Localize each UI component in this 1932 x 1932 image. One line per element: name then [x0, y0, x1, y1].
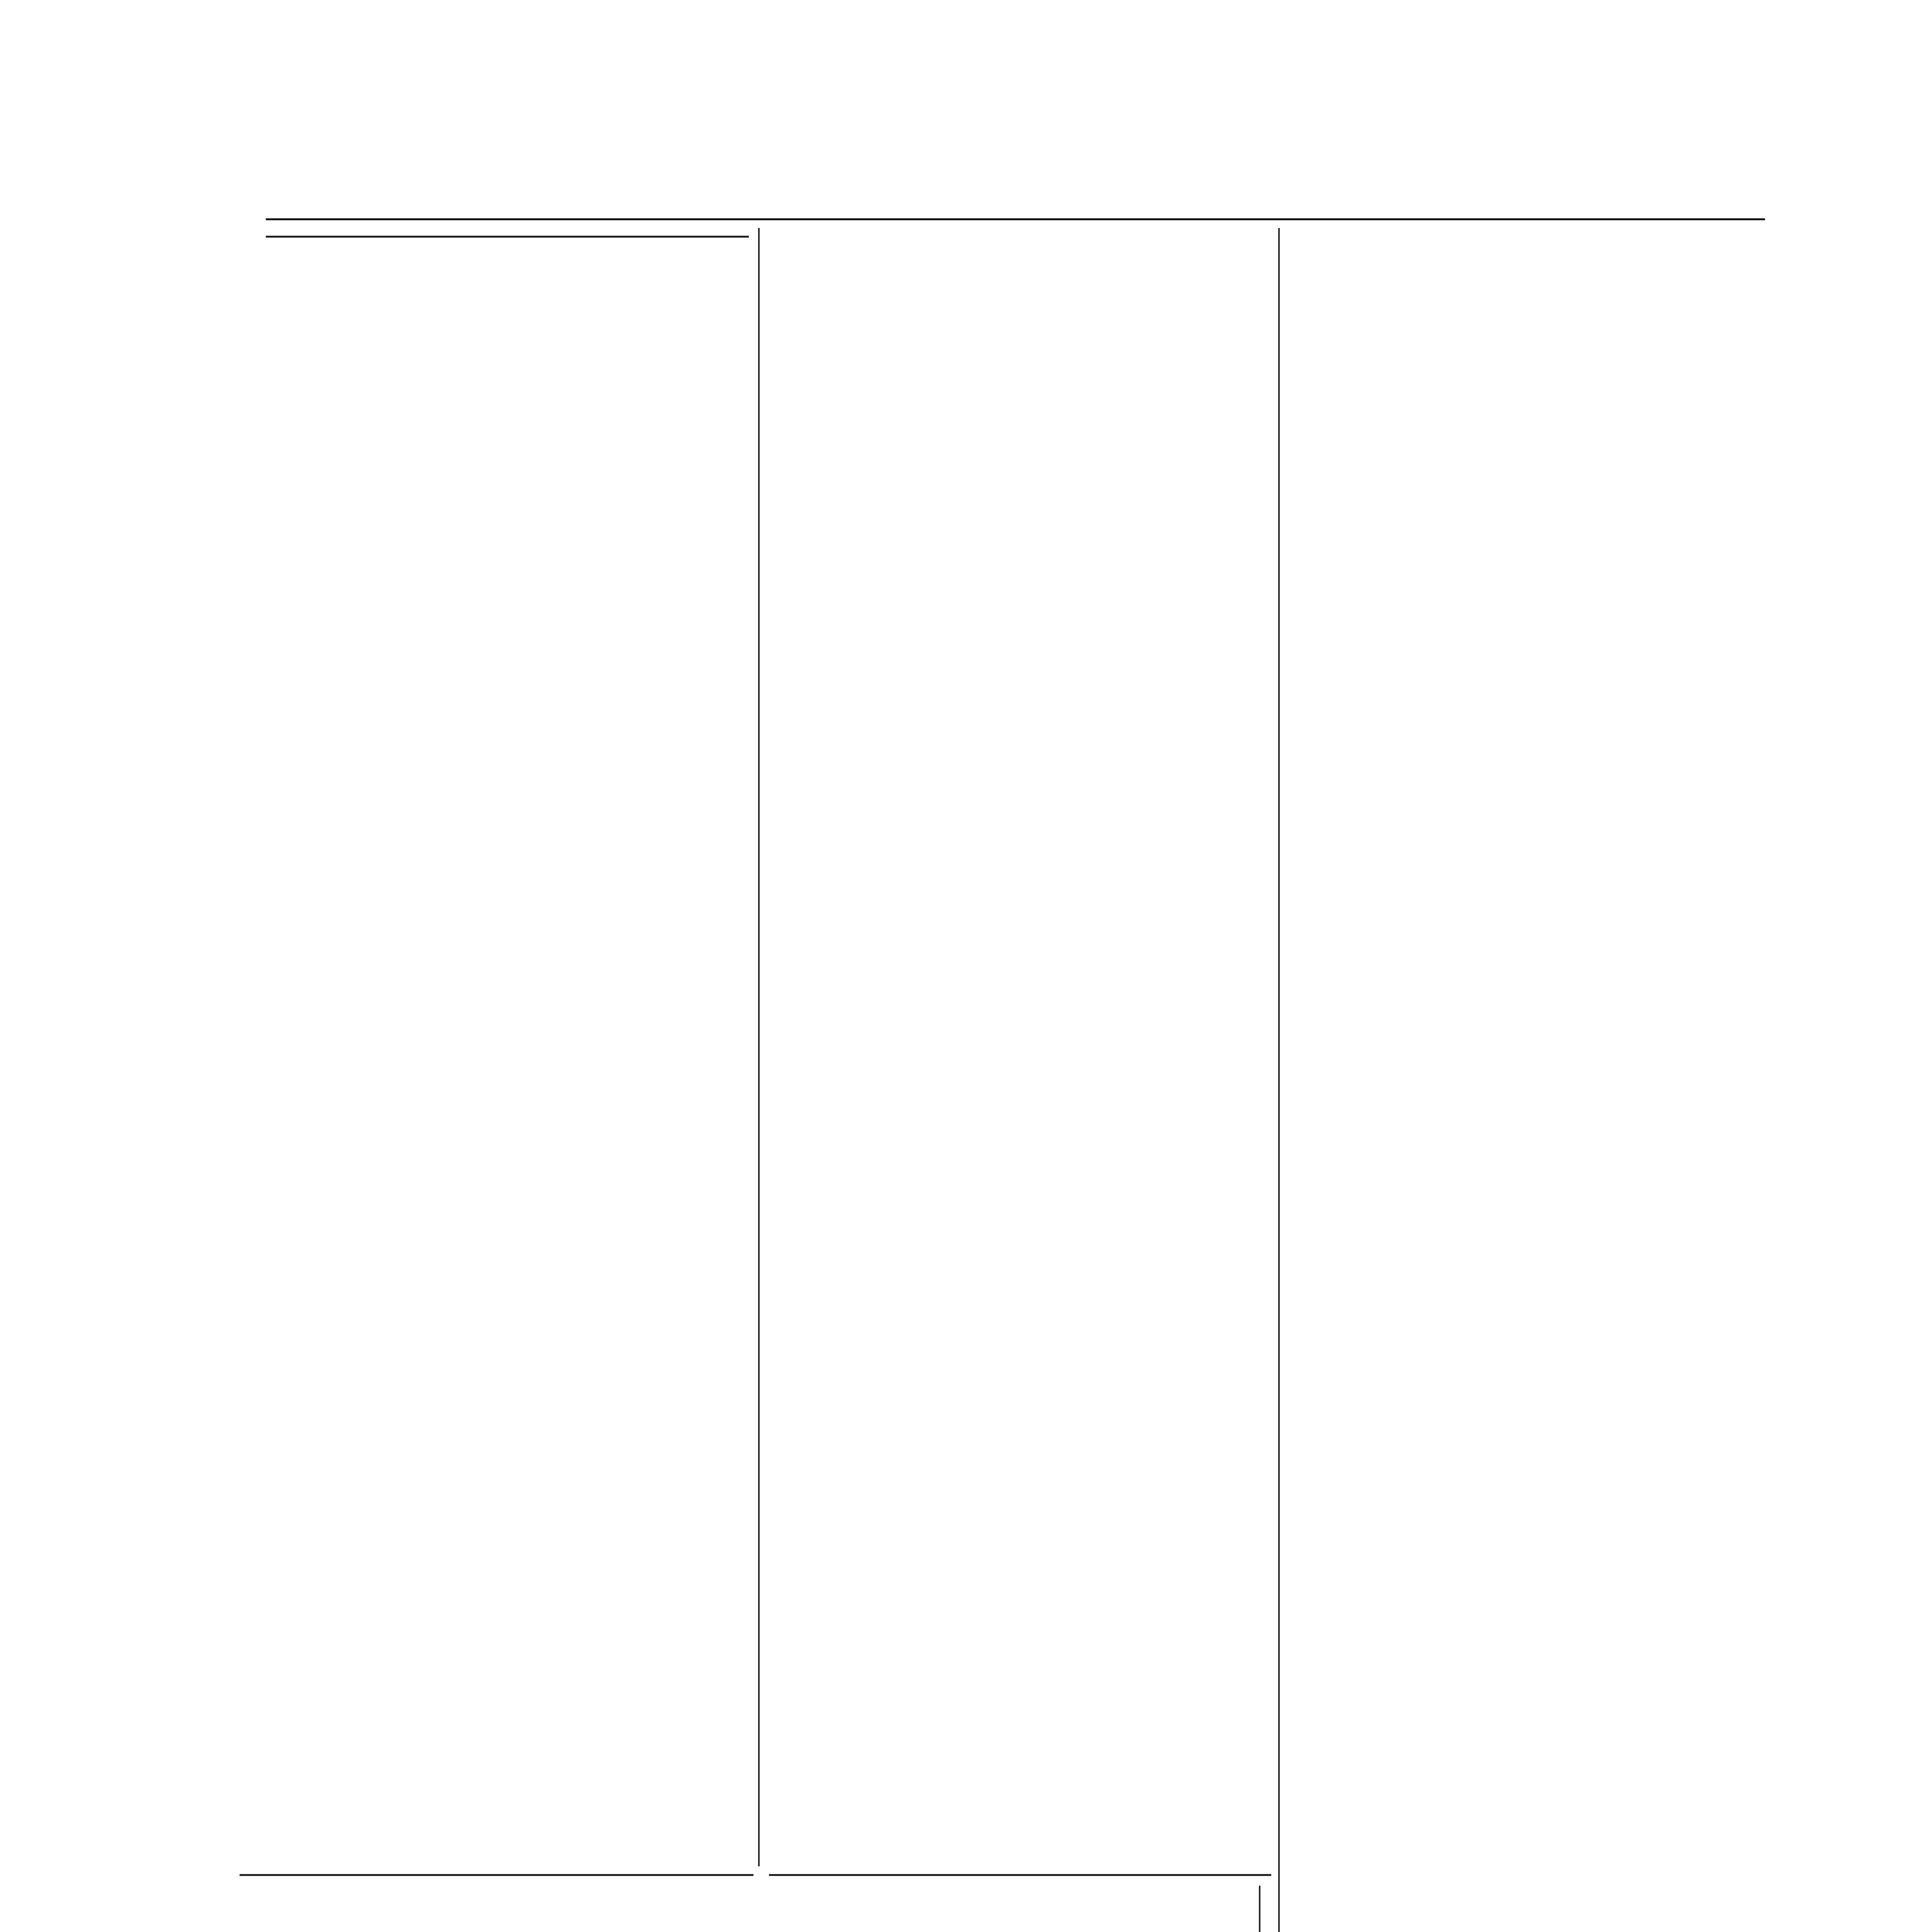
- bottom-rule-left: [240, 1874, 753, 1876]
- header-rule: [266, 218, 1765, 220]
- column-divider: [1278, 228, 1280, 1932]
- bottom-rule-middle: [769, 1874, 1271, 1876]
- column-1: [266, 228, 749, 265]
- box-rule: [1259, 1886, 1260, 1932]
- section-rule: [266, 236, 749, 238]
- column-2: [769, 228, 1264, 232]
- column-3: [1291, 228, 1770, 232]
- column-divider: [758, 228, 760, 1866]
- page-header: [266, 176, 1765, 222]
